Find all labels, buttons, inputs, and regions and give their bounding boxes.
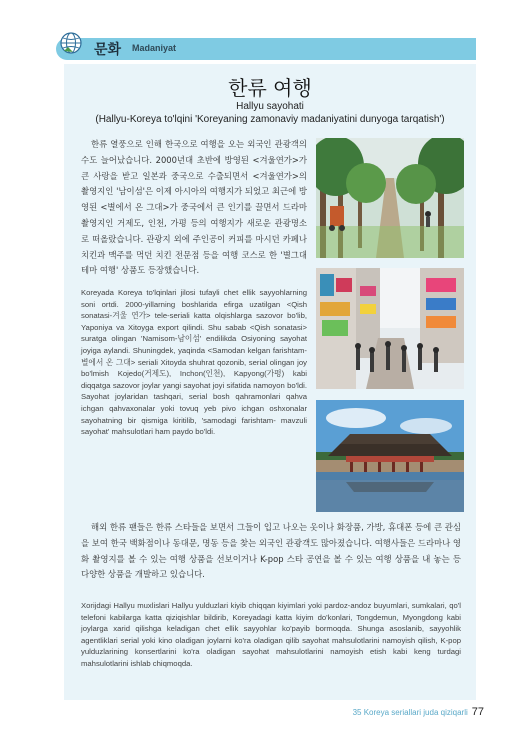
subtitle-line-2: (Hallyu-Koreya to'lqini 'Koreyaning zamonaviy madaniyatini dunyoga tarqatish') [95,114,445,125]
paragraph-1-korean: 한류 열풍으로 인해 한국으로 여행을 오는 외국인 관광객의 수도 늘어났습니다. 2000년대 초반에 방영된 <겨울연가>가 큰 사랑을 받고 일본과 중국으로 수출되면서 <겨울연가>의 촬영지인 '남이섬'은 이제 아시아의 여행지가 되었고 최근에 방영된 <별에서 온 그대>가 중국에서 큰 인기를 끌면서 드라마 촬영지인 거제도, 인천, 가평 등의 여행지가 새로운 관광명소로 떠올랐습니다. 관광지 외에 주인공이 커피를 마시던 카페나 치킨과 맥주를 먹던 치킨 전문점 등을 여행 코스로 한 '별그대 테마 여행' 상품도 등장했습니다. [81,139,307,276]
paragraph-2-uzbek: Xorijdagi Hallyu muxlislari Hallyu yulduzlari kiyib chiqqan kiyimlari yoki pardoz-andoz buyumlari, sumkalari, qo'l telefoni kabilarga katta qiziqishlar bildirib, Koreyadagi katta kiyim do'konlari, Tongdemun, Myongdong kabi joylarga xarid qilishga keladigan chet ellik sayyohlar ko'payib bormoqda. Shunga asoslanib, sayyohlik agentliklari serial yoki kino oladigan joylarni ko'ra oladigan qilib sayohat mahsulotlarini namoyish qilish, K-pop yulduzlarining konsertlarini ko'ra oladigan sayohat mahsulotlarini namoyish etish kabi keng turdagi mahsulotlarini ishlab chiqmoqda. [81,601,461,668]
page-footer [300,706,484,718]
photo-palace-pavilion [316,400,464,512]
subtitle-line-1: Hallyu sayohati [236,101,304,112]
section-title-uz: Madaniyat [132,43,177,53]
paragraph-1-uzbek: Koreyada Koreya to'lqinlari jilosi tufayli chet ellik sayyohlarning soni ortdi. 2000-yillarning boshlarida efirga uzatilgan <Qish sonatasi-겨울 연가> tele-seriali katta olqishlarga sazovor bo'lib, Yaponiya va Xitoyga export qilindi. Shu sabab <Qish sonatasi> suratga olingan 'Namisom-남이섬' endilikda Osiyoning sayohat joyiga aylandi. Shuningdek, yaqinda <Samodan kelgan farishtam-별에서 온 그대> seriali Xitoyda shuhrat qozonib, serial olingan joy bo'lmish Kojedo(거제도), Inchon(인천), Kapyong(가평) kabi diqqatga sazovor joylar yangi sayohat joyi sifatida namoyon bo'ldi. Sayohat joylaridan tashqari, serial bosh qahramonlari qahva ichgan qahvaxonalar yoki tovuq yeb pivo ichgan oshxonalar sayohatning bir qismiga kiritilib, 'samodagi farishtam- mavzuli sayohat' mahsulotlari ham paydo bo'ldi. [81,288,307,437]
photo-tree-lined-path [316,138,464,258]
article-subtitle [64,100,476,126]
article-title: 한류 여행 [228,76,312,100]
photo-shopping-street [316,268,464,389]
chapter-title: 35 Koreya seriallari juda qiziqarli [352,708,468,717]
paragraph-2-korean: 해외 한류 팬들은 한류 스타들을 보면서 그들이 입고 나오는 옷이나 화장품, 가방, 휴대폰 등에 큰 관심을 보여 한국 백화점이나 동대문, 명동 등을 찾는 외국인 관광객도 많아졌습니다. 여행사들은 드라마나 영화 촬영지를 볼 수 있는 여행 상품을 선보이거나 K-pop 스타 공연을 볼 수 있는 여행 상품을 내 놓는 등 다양한 상품을 개발하고 있습니다. [81,522,461,580]
globe-icon [60,32,82,54]
page-number: 77 [471,706,484,718]
section-title-ko: 문화 [94,42,122,58]
